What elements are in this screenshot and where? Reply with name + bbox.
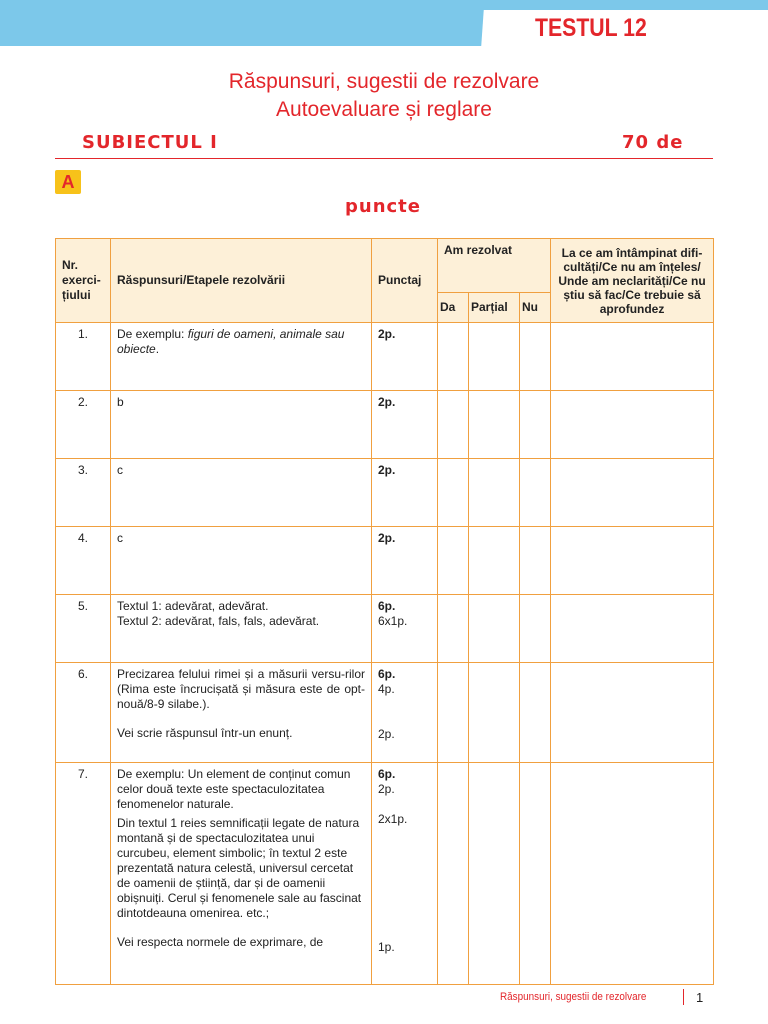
row-answer: c [111, 459, 372, 527]
row-nr: 3. [56, 459, 111, 527]
table-row [56, 459, 714, 527]
cell-da[interactable] [438, 663, 469, 763]
points-total: 2p. [378, 395, 396, 409]
cell-difficulties[interactable] [551, 459, 714, 527]
cell-partial[interactable] [469, 323, 520, 391]
answer-italic: figuri de oameni, animale sau obiecte [117, 327, 345, 356]
table-row [56, 763, 714, 985]
answer-line: Din textul 1 reies semnificații legate de natura montană și de spectaculozitatea unui curcubeu, element simbolic; în textul 2 este prezentată natura celestă, universul cercetat de oamenii de știință, dar și de oamenii obișnuiți. Cerul și fenomenele sale au fascinat dintotdeauna omenirea. etc.; [117, 816, 362, 920]
cell-difficulties[interactable] [551, 527, 714, 595]
heading-rule [55, 158, 713, 159]
points-sub: 4p. [378, 682, 395, 696]
row-nr: 1. [56, 323, 111, 391]
row-answer: b [111, 391, 372, 459]
points-total: 6p. [378, 599, 396, 613]
subject-points: 70 de [622, 132, 684, 153]
cell-partial[interactable] [469, 763, 520, 985]
points-sub: 2x1p. [378, 812, 408, 826]
row-answer: c [111, 527, 372, 595]
answer-line: Vei scrie răspunsul într-un enunț. [117, 726, 293, 740]
subject-points-unit: puncte [345, 196, 421, 217]
header-da: Da [438, 293, 469, 323]
points-total: 2p. [378, 463, 396, 477]
footer-title: Răspunsuri, sugestii de rezolvare [500, 991, 647, 1003]
row-nr: 5. [56, 595, 111, 663]
section-badge: A [55, 170, 81, 194]
cell-nu[interactable] [520, 663, 551, 763]
row-answer [111, 323, 372, 391]
answer-prefix: De exemplu: [117, 327, 188, 341]
cell-partial[interactable] [469, 663, 520, 763]
table-row [56, 595, 714, 663]
answer-line: Precizarea felului rimei și a măsurii versu-rilor (Rima este încrucișată și măsura este de opt-nouă/8-9 silabe.). [117, 667, 365, 711]
answers-table [55, 238, 714, 985]
cell-partial[interactable] [469, 527, 520, 595]
cell-nu[interactable] [520, 595, 551, 663]
row-nr: 4. [56, 527, 111, 595]
header-nu: Nu [520, 293, 551, 323]
header-solved: Am rezolvat [438, 239, 551, 293]
header-score: Punctaj [372, 239, 438, 323]
cell-da[interactable] [438, 391, 469, 459]
table-row [56, 391, 714, 459]
table-row [56, 527, 714, 595]
page-subtitle: Autoevaluare și reglare [276, 98, 492, 121]
answer-line: Textul 1: adevărat, adevărat. [117, 599, 269, 613]
answer-line: Textul 2: adevărat, fals, fals, adevărat. [117, 614, 320, 628]
cell-partial[interactable] [469, 459, 520, 527]
cell-nu[interactable] [520, 527, 551, 595]
answer-line: De exemplu: Un element de conținut comun celor două texte este spectaculozitatea fenomenelor naturale. [117, 767, 351, 811]
cell-da[interactable] [438, 459, 469, 527]
footer-separator [683, 989, 684, 1005]
points-sub: 6x1p. [378, 614, 408, 628]
row-points [372, 391, 438, 459]
cell-da[interactable] [438, 595, 469, 663]
points-sub: 2p. [378, 727, 395, 741]
header-difficulties: La ce am întâmpinat difi-cultăți/Ce nu am înțeles/ Unde am neclarități/Ce nu știu să fac/Ce trebuie să aprofundez [551, 239, 714, 323]
cell-difficulties[interactable] [551, 763, 714, 985]
row-points [372, 763, 438, 985]
cell-difficulties[interactable] [551, 323, 714, 391]
row-answer [111, 595, 372, 663]
header-nr: Nr. exerci-țiului [56, 239, 111, 323]
cell-nu[interactable] [520, 763, 551, 985]
row-points [372, 527, 438, 595]
row-points [372, 595, 438, 663]
points-sub: 2p. [378, 782, 395, 796]
row-nr: 6. [56, 663, 111, 763]
cell-difficulties[interactable] [551, 391, 714, 459]
page-number: 1 [696, 990, 704, 1005]
points-total: 6p. [378, 767, 396, 781]
cell-partial[interactable] [469, 595, 520, 663]
points-sub: 1p. [378, 940, 395, 954]
test-label: TESTUL 12 [535, 14, 647, 42]
row-points [372, 459, 438, 527]
row-answer [111, 763, 372, 985]
cell-da[interactable] [438, 763, 469, 985]
page-title: Răspunsuri, sugestii de rezolvare [228, 70, 540, 93]
row-answer [111, 663, 372, 763]
cell-da[interactable] [438, 527, 469, 595]
row-points [372, 663, 438, 763]
cell-da[interactable] [438, 323, 469, 391]
cell-difficulties[interactable] [551, 663, 714, 763]
header-partial: Parțial [469, 293, 520, 323]
table-row [56, 663, 714, 763]
row-points [372, 323, 438, 391]
header-answers: Răspunsuri/Etapele rezolvării [111, 239, 372, 323]
points-total: 6p. [378, 667, 396, 681]
cell-partial[interactable] [469, 391, 520, 459]
row-nr: 7. [56, 763, 111, 985]
cell-nu[interactable] [520, 391, 551, 459]
subject-heading: SUBIECTUL I [82, 132, 218, 153]
row-nr: 2. [56, 391, 111, 459]
cell-nu[interactable] [520, 323, 551, 391]
cell-difficulties[interactable] [551, 595, 714, 663]
table-row [56, 323, 714, 391]
cell-nu[interactable] [520, 459, 551, 527]
answer-line: Vei respecta normele de exprimare, de [117, 935, 324, 949]
points-total: 2p. [378, 531, 396, 545]
points-total: 2p. [378, 327, 396, 341]
answer-suffix: . [155, 342, 160, 356]
